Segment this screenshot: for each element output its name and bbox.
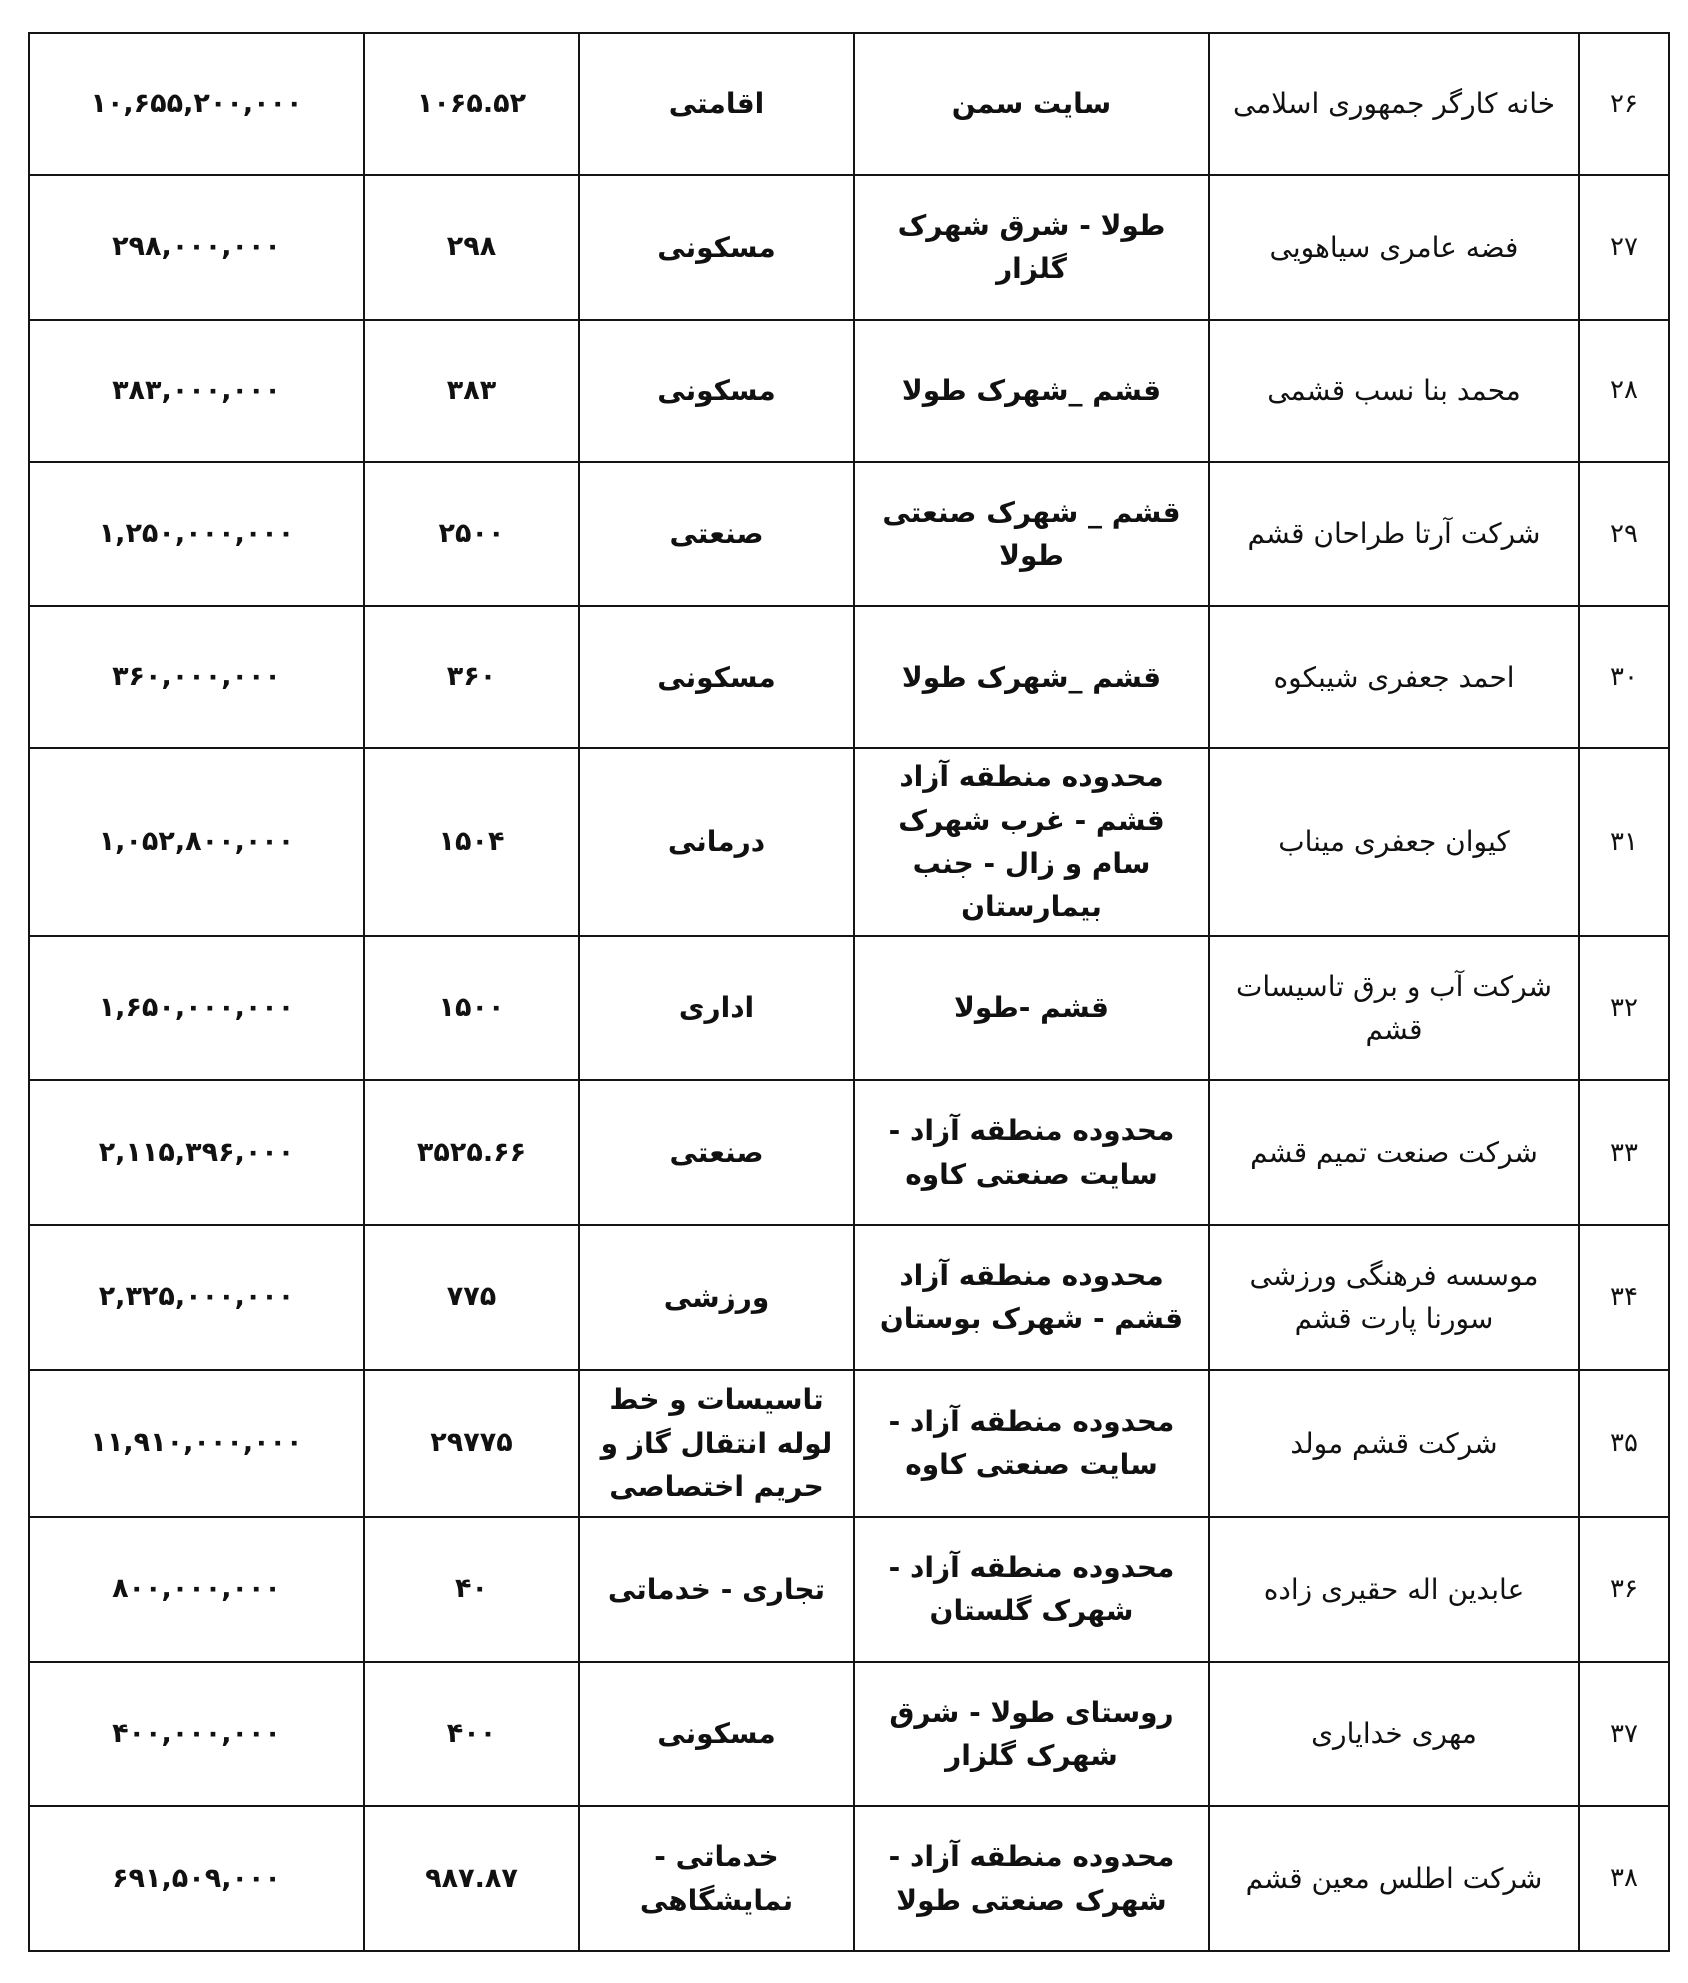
- owner-name-cell: فضه عامری سیاهویی: [1209, 175, 1579, 320]
- table-body: [29, 33, 1669, 1951]
- owner-name-cell: خانه کارگر جمهوری اسلامی: [1209, 33, 1579, 175]
- price-value: ۲,۱۱۵,۳۹۶,۰۰۰: [98, 1136, 295, 1168]
- document-page: [28, 32, 1668, 1952]
- land-allocation-table: [28, 32, 1670, 1952]
- row-number-cell: ۳۳: [1579, 1080, 1669, 1225]
- price-cell: [29, 1370, 364, 1517]
- area-cell: [364, 936, 579, 1081]
- table-row: [29, 320, 1669, 462]
- land-use-cell: اداری: [579, 936, 854, 1081]
- area-cell: [364, 175, 579, 320]
- area-cell: [364, 462, 579, 607]
- table-row: [29, 462, 1669, 607]
- area-value: ۴۰: [455, 1573, 488, 1605]
- land-use-cell: مسکونی: [579, 606, 854, 748]
- table-row: [29, 606, 1669, 748]
- row-number-cell: ۲۶: [1579, 33, 1669, 175]
- table-row: [29, 936, 1669, 1081]
- table-row: [29, 1225, 1669, 1370]
- area-cell: [364, 33, 579, 175]
- location-cell: قشم -طولا: [854, 936, 1209, 1081]
- row-number-cell: ۳۴: [1579, 1225, 1669, 1370]
- price-value: ۳۶۰,۰۰۰,۰۰۰: [112, 661, 281, 693]
- location-cell: سایت سمن: [854, 33, 1209, 175]
- land-use-cell: تجاری - خدماتی: [579, 1517, 854, 1662]
- land-use-cell: صنعتی: [579, 1080, 854, 1225]
- owner-name-cell: شرکت آرتا طراحان قشم: [1209, 462, 1579, 607]
- location-cell: طولا - شرق شهرک گلزار: [854, 175, 1209, 320]
- area-cell: [364, 1225, 579, 1370]
- location-cell: قشم _شهرک طولا: [854, 606, 1209, 748]
- location-cell: روستای طولا - شرق شهرک گلزار: [854, 1662, 1209, 1807]
- table-row: [29, 748, 1669, 936]
- area-cell: [364, 606, 579, 748]
- area-value: ۱۰۶۵.۵۲: [416, 88, 527, 120]
- row-number-cell: ۳۲: [1579, 936, 1669, 1081]
- price-value: ۳۸۳,۰۰۰,۰۰۰: [112, 374, 281, 406]
- land-use-cell: مسکونی: [579, 1662, 854, 1807]
- location-cell: محدوده منطقه آزاد - شهرک صنعتی طولا: [854, 1806, 1209, 1951]
- area-value: ۹۸۷.۸۷: [425, 1862, 518, 1894]
- row-number-cell: ۳۰: [1579, 606, 1669, 748]
- owner-name-cell: شرکت صنعت تمیم قشم: [1209, 1080, 1579, 1225]
- price-value: ۲۹۸,۰۰۰,۰۰۰: [112, 231, 281, 263]
- owner-name-cell: موسسه فرهنگی ورزشی سورنا پارت قشم: [1209, 1225, 1579, 1370]
- area-cell: [364, 1080, 579, 1225]
- row-number-cell: ۳۶: [1579, 1517, 1669, 1662]
- owner-name-cell: احمد جعفری شیبکوه: [1209, 606, 1579, 748]
- price-cell: [29, 175, 364, 320]
- area-cell: [364, 748, 579, 936]
- area-value: ۲۹۸: [446, 231, 497, 263]
- price-value: ۱,۶۵۰,۰۰۰,۰۰۰: [98, 992, 295, 1024]
- price-value: ۱۱,۹۱۰,۰۰۰,۰۰۰: [90, 1427, 303, 1459]
- table-row: [29, 175, 1669, 320]
- table-row: [29, 1806, 1669, 1951]
- price-cell: [29, 936, 364, 1081]
- price-value: ۶۹۱,۵۰۹,۰۰۰: [112, 1862, 281, 1894]
- price-cell: [29, 1806, 364, 1951]
- price-value: ۸۰۰,۰۰۰,۰۰۰: [112, 1573, 281, 1605]
- owner-name-cell: مهری خدایاری: [1209, 1662, 1579, 1807]
- table-row: [29, 1080, 1669, 1225]
- land-use-cell: ورزشی: [579, 1225, 854, 1370]
- location-cell: قشم _ شهرک صنعتی طولا: [854, 462, 1209, 607]
- price-cell: [29, 606, 364, 748]
- price-value: ۱,۲۵۰,۰۰۰,۰۰۰: [98, 517, 295, 549]
- area-value: ۲۵۰۰: [438, 517, 505, 549]
- land-use-cell: درمانی: [579, 748, 854, 936]
- price-cell: [29, 1225, 364, 1370]
- area-value: ۴۰۰: [446, 1718, 497, 1750]
- row-number-cell: ۳۸: [1579, 1806, 1669, 1951]
- area-cell: [364, 320, 579, 462]
- location-cell: محدوده منطقه آزاد - شهرک گلستان: [854, 1517, 1209, 1662]
- table-row: [29, 1370, 1669, 1517]
- land-use-cell: تاسیسات و خط لوله انتقال گاز و حریم اختصاصی: [579, 1370, 854, 1517]
- row-number-cell: ۳۱: [1579, 748, 1669, 936]
- owner-name-cell: شرکت اطلس معین قشم: [1209, 1806, 1579, 1951]
- row-number-cell: ۲۸: [1579, 320, 1669, 462]
- area-value: ۱۵۰۴: [438, 826, 505, 858]
- price-cell: [29, 1080, 364, 1225]
- row-number-cell: ۳۵: [1579, 1370, 1669, 1517]
- land-use-cell: مسکونی: [579, 320, 854, 462]
- location-cell: محدوده منطقه آزاد قشم - غرب شهرک سام و زال - جنب بیمارستان: [854, 748, 1209, 936]
- price-value: ۴۰۰,۰۰۰,۰۰۰: [112, 1718, 281, 1750]
- table-row: [29, 1517, 1669, 1662]
- area-cell: [364, 1370, 579, 1517]
- owner-name-cell: شرکت آب و برق تاسیسات قشم: [1209, 936, 1579, 1081]
- owner-name-cell: شرکت قشم مولد: [1209, 1370, 1579, 1517]
- area-cell: [364, 1662, 579, 1807]
- area-value: ۷۷۵: [446, 1281, 497, 1313]
- price-value: ۱۰,۶۵۵,۲۰۰,۰۰۰: [90, 88, 303, 120]
- owner-name-cell: عابدین اله حقیری زاده: [1209, 1517, 1579, 1662]
- price-cell: [29, 33, 364, 175]
- land-use-cell: خدماتی - نمایشگاهی: [579, 1806, 854, 1951]
- area-value: ۳۶۰: [446, 661, 497, 693]
- price-value: ۱,۰۵۲,۸۰۰,۰۰۰: [98, 826, 295, 858]
- land-use-cell: اقامتی: [579, 33, 854, 175]
- price-cell: [29, 748, 364, 936]
- price-cell: [29, 462, 364, 607]
- price-cell: [29, 320, 364, 462]
- price-cell: [29, 1517, 364, 1662]
- land-use-cell: مسکونی: [579, 175, 854, 320]
- area-cell: [364, 1517, 579, 1662]
- area-value: ۲۹۷۷۵: [430, 1427, 513, 1459]
- table-row: [29, 33, 1669, 175]
- price-cell: [29, 1662, 364, 1807]
- location-cell: محدوده منطقه آزاد - سایت صنعتی کاوه: [854, 1370, 1209, 1517]
- area-value: ۳۵۲۵.۶۶: [416, 1136, 527, 1168]
- location-cell: محدوده منطقه آزاد - سایت صنعتی کاوه: [854, 1080, 1209, 1225]
- area-value: ۳۸۳: [446, 374, 497, 406]
- area-value: ۱۵۰۰: [438, 992, 505, 1024]
- location-cell: محدوده منطقه آزاد قشم - شهرک بوستان: [854, 1225, 1209, 1370]
- table-row: [29, 1662, 1669, 1807]
- land-use-cell: صنعتی: [579, 462, 854, 607]
- row-number-cell: ۲۹: [1579, 462, 1669, 607]
- row-number-cell: ۳۷: [1579, 1662, 1669, 1807]
- owner-name-cell: کیوان جعفری میناب: [1209, 748, 1579, 936]
- price-value: ۲,۳۲۵,۰۰۰,۰۰۰: [98, 1281, 295, 1313]
- owner-name-cell: محمد بنا نسب قشمی: [1209, 320, 1579, 462]
- area-cell: [364, 1806, 579, 1951]
- row-number-cell: ۲۷: [1579, 175, 1669, 320]
- location-cell: قشم _شهرک طولا: [854, 320, 1209, 462]
